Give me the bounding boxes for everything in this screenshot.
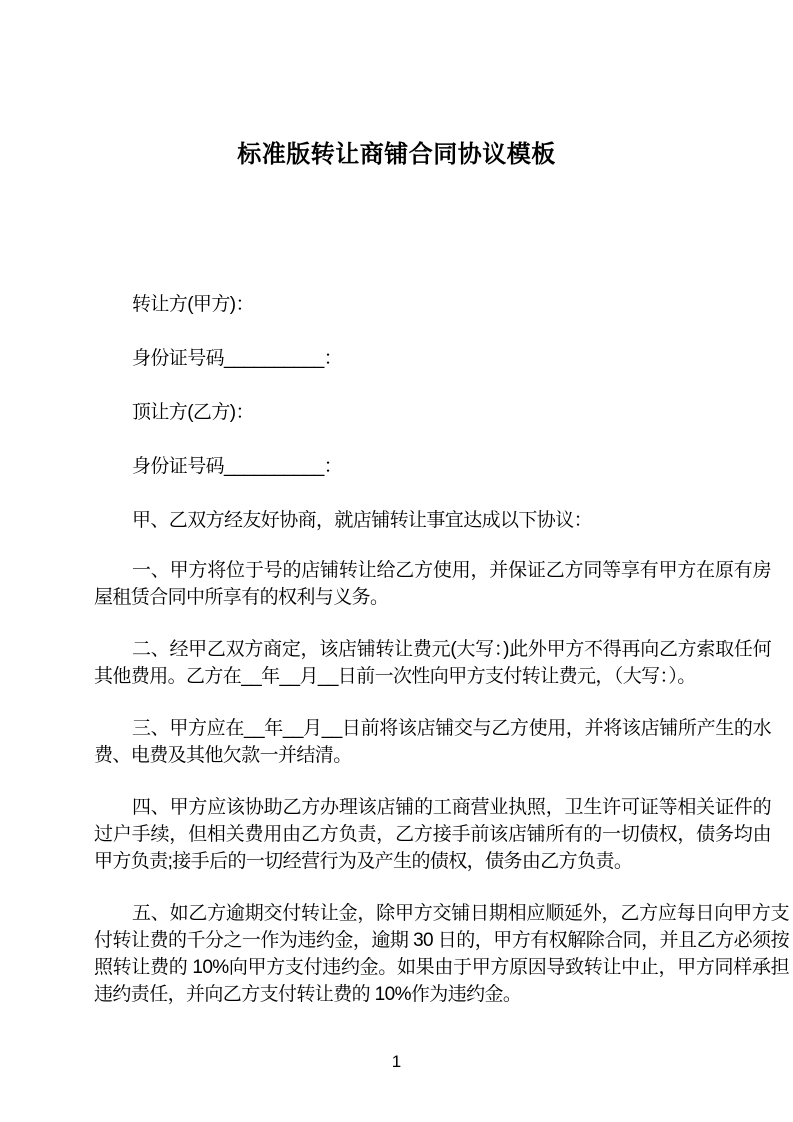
clause-4: 四、甲方应该协助乙方办理该店铺的工商营业执照，卫生许可证等相关证件的过户手续，但相关费用由乙方负责，乙方接手前该店铺所有的一切债权，债务均由甲方负责;接手后的一切经营行为及产生的债权，债务由乙方负责。 <box>94 797 771 872</box>
document-body <box>0 169 793 1008</box>
document-title: 标准版转让商铺合同协议模板 <box>237 141 556 168</box>
transferee-line: 顶让方(乙方)： <box>132 402 254 423</box>
clause-3: 三、甲方应在__年__月__日前将该店铺交与乙方使用，并将该店铺所产生的水费、电费及其他欠款一并结清。 <box>94 718 771 766</box>
transferor-id-line: 身份证号码__________： <box>132 348 343 369</box>
clause-2: 二、经甲乙双方商定，该店铺转让费元(大写：)此外甲方不得再向乙方索取任何其他费用。乙方在__年__月__日前一次性向甲方支付转让费元，（大写：）。 <box>94 639 771 687</box>
clause-1: 一、甲方将位于号的店铺转让给乙方使用，并保证乙方同等享有甲方在原有房屋租赁合同中所享有的权利与义务。 <box>94 560 771 608</box>
page-number: 1 <box>391 1052 402 1071</box>
agreement-intro: 甲、乙双方经友好协商，就店铺转让事宜达成以下协议： <box>132 510 593 531</box>
transferee-id-line: 身份证号码__________： <box>132 456 343 477</box>
transferor-line: 转让方(甲方)： <box>132 294 254 315</box>
clause-5: 五、如乙方逾期交付转让金，除甲方交铺日期相应顺延外，乙方应每日向甲方支付转让费的千分之一作为违约金，逾期 30 日的，甲方有权解除合同，并且乙方必须按照转让费的 10%向甲方支付违约金。如果由于甲方原因导致转让中止，甲方同样承担违约责任，并向乙方支付转让费的 10%作为违约金。 <box>94 903 789 1005</box>
